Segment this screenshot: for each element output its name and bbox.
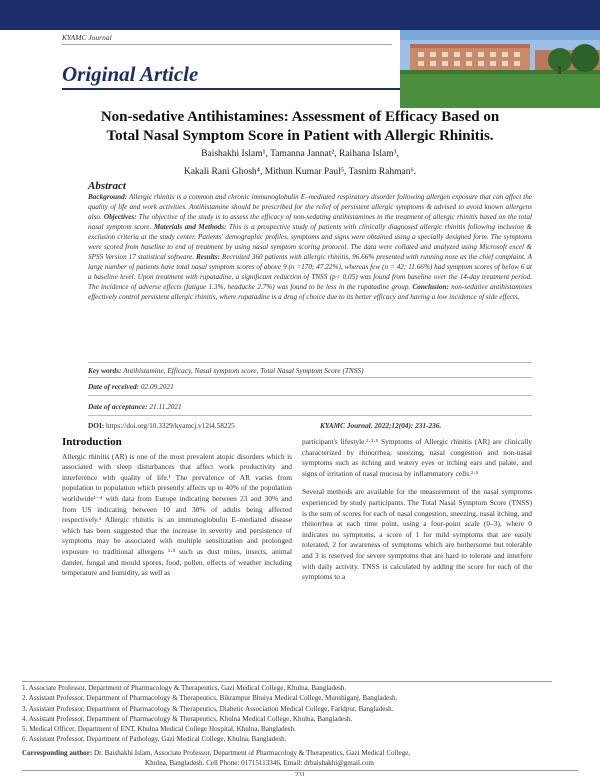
abstract-heading: Abstract [88, 180, 126, 192]
citation: KYAMC Journal. 2022;12(04): 231-236. [320, 421, 442, 430]
paragraph: Allergic rhinitis (AR) is one of the most prevalent atopic disorders which is associated with sleep disturbances that affect work productivity and interference with quality of life.¹ The prevalence of AR varies from population to population which presently affects up to 40% of the population worldwide¹⁻⁴ with data from Europe indicating between 23 and 30% and from US indicating between 10 and 30% of adults being affected respectively.² Allergic rhinitis is an immunoglobulin E–mediated disease which has been suggested that the increase in severity and persistence of symptoms may be associated with multiple sensitization and prolonged exposure to traditional allergens ²·³ such as dust mites, insects, animal dander, fungal and mould spores, food, pollen, effects of weather including temperature and humidity, as well as [62, 451, 292, 578]
section-label: Original Article [62, 62, 199, 86]
affiliation: 2. Assistant Professor, Department of Pharmacology & Therapeutics, Bikrampur Bhuiya Medical College, Munshiganj, Bangladesh. [22, 694, 398, 703]
affiliation: 1. Associate Professor, Department of Pharmacology & Therapeutics, Gazi Medical College, Khulna, Bangladesh. [22, 684, 347, 692]
header-rule [62, 44, 392, 45]
introduction-heading: Introduction [62, 436, 122, 448]
keywords-label: Key words: [88, 366, 122, 375]
corresponding-line: Khulna, Bangladesh. Cell Phone: 01715113346, Email: drbaishakhi@gmail.com [145, 759, 374, 767]
corresponding-line: Dr. Baishakhi Islam, Associate Professor, Department of Pharmacology & Therapeutics, Gazi Medical College, [92, 749, 411, 757]
date-accepted [88, 402, 182, 411]
meta-rule [88, 362, 532, 363]
abstract-conclusion: non-sedative antihistamines effectively control persistent allergic rhinitis, where rupatadine is a drug of choice due to its better efficacy and having a low incidence of side effects. [88, 282, 532, 301]
corresponding-author [22, 748, 562, 768]
column-right [302, 437, 532, 591]
author-line: Kakali Rani Ghosh⁴, Mithun Kumar Paul⁵, Tasnim Rahman⁶. [183, 167, 417, 177]
date-accepted-label: Date of acceptance: [88, 402, 148, 411]
date-received-label: Date of received: [88, 382, 140, 391]
affiliations [22, 683, 562, 745]
keywords [88, 366, 364, 375]
title-line: Total Nasal Symptom Score in Patient with Allergic Rhinitis. [106, 128, 494, 144]
section-rule [62, 88, 400, 90]
affiliation: 3. Assistant Professor, Department of Pharmacology & Therapeutics, Diabetic Association Medical College, Faridpur, Bangladesh. [22, 704, 394, 713]
meta-rule [88, 395, 532, 396]
footnote-rule [22, 681, 552, 682]
date-received-value: 02.09.2021 [139, 382, 174, 391]
paragraph: Several methods are available for the measurement of the nasal symptoms experienced by study participants. The Total Nasal Symptom Score (TNSS) is the sum of scores for each of nasal congestion, sneezing, nasal itching, and rhinorrhea at each time point, using a four-point scale (0–3), where 0 indicates no symptoms, a score of 1 for mild symptoms that are easily tolerated, 2 for awareness of symptoms which are bothersome but tolerable and 3 is reserved for severe symptoms that are hard to tolerate and interfere with daily activity. TNSS is calculated by adding the score for each of the symptoms to a [302, 487, 532, 582]
affiliation: 4. Assistant Professor, Department of Pharmacology & Therapeutics, Khulna Medical College, Khulna, Bangladesh. [22, 714, 353, 723]
campus-photo [400, 30, 600, 108]
abstract-methods-label: Materials and Methods: [151, 222, 227, 231]
header-band [0, 0, 600, 30]
affiliation: 5. Medical Officer, Department of ENT, Khulna Medical College Hospital, Khulna, Bangladesh. [22, 725, 296, 734]
journal-name: KYAMC Journal [62, 33, 112, 42]
author-list [60, 145, 540, 181]
doi [88, 421, 235, 430]
meta-rule [88, 377, 532, 378]
author-line: Baishakhi Islam¹, Tamanna Jannat², Raihana Islam³, [201, 149, 399, 159]
article-title [60, 108, 540, 146]
column-left [62, 437, 292, 587]
abstract-results: Recruited 360 patients with allergic rhinitis, 96.66% presented with running nose as the chief complaint. A large number of patients have total nasal symptom scores of above 9 (n =170; 47.22%), whereas few (n = 42; 11.66%) had symptom scores of below 6 at a baseline level. Upon treatment with rupatadine, a significant reduction of TNSS (p< 0.05) was found from baseline over the 14-day treatment period. The incidence of adverse effects (fatigue 1.3%, headache 2.7%) was found to be less in the rupatadine group. [88, 252, 532, 291]
page-number: 231 [294, 771, 306, 776]
doi-link[interactable]: https://doi.org/10.3329/kyamcj.v12i4.58225 [104, 421, 235, 430]
abstract-background-label: Background: [88, 193, 128, 201]
abstract-objectives: The objective of the study is to assess the efficacy of non-sedating antihistamines in the treatment of allergic rhinitis based on the total nasal symptom score. [88, 212, 532, 231]
doi-label: DOI: [88, 421, 105, 430]
abstract-objectives-label: Objectives: [101, 212, 137, 221]
title-line: Non-sedative Antihistamines: Assessment of Efficacy Based on [100, 109, 500, 125]
keywords-value: Antihistamine, Efficacy, Nasal symptom score, Total Nasal Symptom Score (TNSS) [121, 366, 364, 375]
abstract-methods: This is a prospective study of patients with clinically diagnosed allergic rhinitis following inclusion & exclusion criteria at the study center. Patients' demographic profiles, symptoms and signs were obtained using a specially designed form. The symptoms were scored from baseline to end of treatment by using nasal symptom scoring protocol. The data were collated and analyzed using Microsoft excel & SPSS Version 17 statistical software. [88, 222, 533, 261]
paragraph: participant's lifestyle.²·³·⁵ Symptoms of Allergic rhinitis (AR) are clinically characterized by rhinorrhea, sneezing, nasal congestion and non-nasal symptoms such as itching and watery eyes or itching ears and palate, and signs of irritation of nasal mucosa by inflammatory cells.²·⁵ [302, 437, 532, 478]
abstract-body [88, 193, 532, 302]
meta-rule [88, 415, 532, 416]
corresponding-label: Corresponding author: [22, 749, 93, 757]
abstract-conclusion-label: Conclusion: [410, 282, 449, 291]
abstract-background: Allergic rhinitis is a common and chronic immunoglobulin E–mediated respiratory disorder following allergen exposure that can affect the quality of life and work activities. Antihistamine should be prescribed for the relief of persistent allergic symptoms & advised to avoid known allergens also. [88, 193, 532, 221]
date-accepted-value: 21.11.2021 [147, 402, 182, 411]
date-received [88, 382, 174, 391]
affiliation: 6. Assistant Professor, Department of Pathology, Gazi Medical College, Khulna, Bangladesh. [22, 735, 287, 744]
campus-photo-graphic [400, 30, 600, 108]
abstract-results-label: Results: [194, 252, 220, 261]
